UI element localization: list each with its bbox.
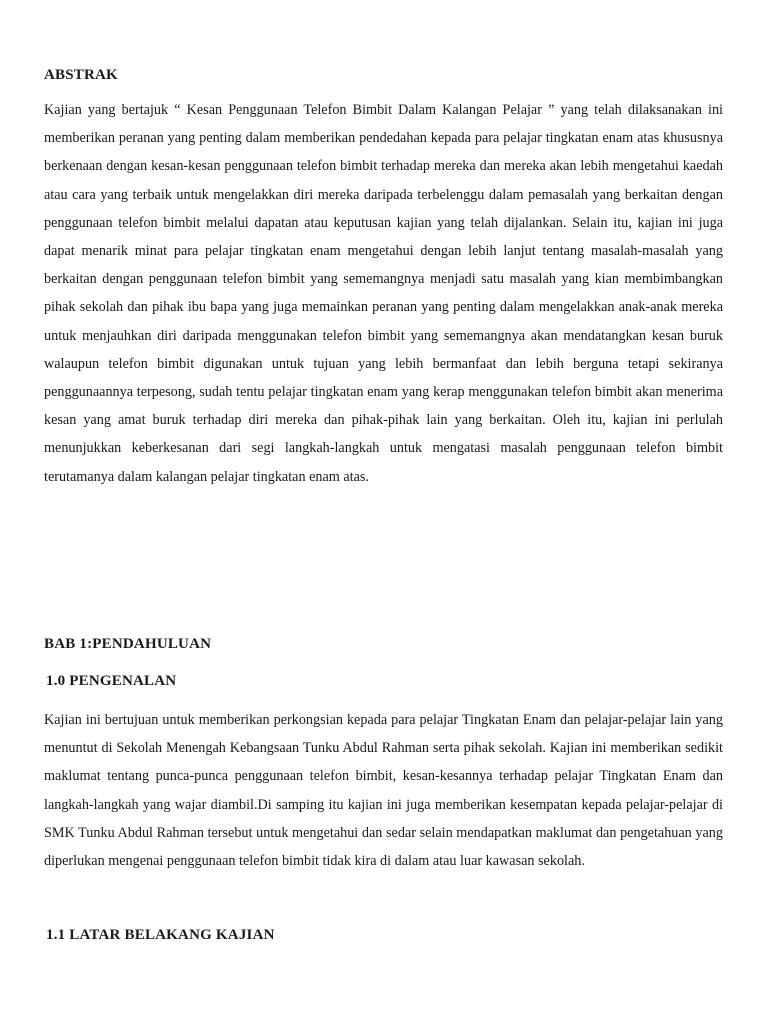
chapter-heading: BAB 1:PENDAHULUAN bbox=[44, 636, 212, 652]
abstrak-heading: ABSTRAK bbox=[44, 67, 118, 83]
pengenalan-paragraph: Kajian ini bertujuan untuk memberikan perkongsian kepada para pelajar Tingkatan Enam dan pelajar-pelajar lain yang menuntut di Sekolah Menengah Kebangsaan Tunku Abdul Rahman serta pihak sekolah. Kajian ini memberikan sedikit maklumat tentang punca-punca penggunaan telefon bimbit, kesan-kesannya terhadap pelajar Tingkatan Enam dan langkah-langkah yang wajar diambil.Di samping itu kajian ini juga memberikan kesempatan kepada pelajar-pelajar di SMK Tunku Abdul Rahman tersebut untuk mengetahui dan sedar selain mendapatkan maklumat dan pengetahuan yang diperlukan mengenai penggunaan telefon bimbit tidak kira di dalam atau luar kawasan sekolah. bbox=[44, 712, 723, 870]
abstrak-paragraph: Kajian yang bertajuk “ Kesan Penggunaan Telefon Bimbit Dalam Kalangan Pelajar ” yang telah dilaksanakan ini memberikan peranan yang penting dalam memberikan pendedahan kepada para pelajar tingkatan enam atas khususnya berkenaan dengan kesan-kesan penggunaan telefon bimbit terhadap mereka dan mereka akan lebih mengetahui kaedah atau cara yang terbaik untuk mengelakkan diri mereka daripada terbelenggu dalam pemasalah yang berkaitan dengan penggunaan telefon bimbit melalui dapatan atau keputusan kajian yang telah dijalankan. Selain itu, kajian ini juga dapat menarik minat para pelajar tingkatan enam mengetahui dengan lebih lanjut tentang masalah-masalah yang berkaitan dengan penggunaan telefon bimbit yang sememangnya menjadi satu masalah yang kian membimbangkan pihak sekolah dan pihak ibu bapa yang juga memainkan peranan yang penting dalam mengelakkan anak-anak mereka untuk menjauhkan diri daripada menggunakan telefon bimbit yang sememangnya akan mendatangkan kesan buruk walaupun telefon bimbit digunakan untuk tujuan yang lebih bermanfaat dan lebih berguna tetapi sekiranya penggunaannya terpesong, sudah tentu pelajar tingkatan enam yang kerap menggunakan telefon bimbit akan menerima kesan yang amat buruk terhadap diri mereka dan pihak-pihak lain yang berkaitan. Oleh itu, kajian ini perlulah menunjukkan keberkesanan dari segi langkah-langkah untuk mengatasi masalah penggunaan telefon bimbit terutamanya dalam kalangan pelajar tingkatan enam atas. bbox=[44, 102, 723, 485]
section-heading-pengenalan: 1.0 PENGENALAN bbox=[46, 673, 177, 689]
section-heading-latar-belakang: 1.1 LATAR BELAKANG KAJIAN bbox=[46, 927, 275, 943]
